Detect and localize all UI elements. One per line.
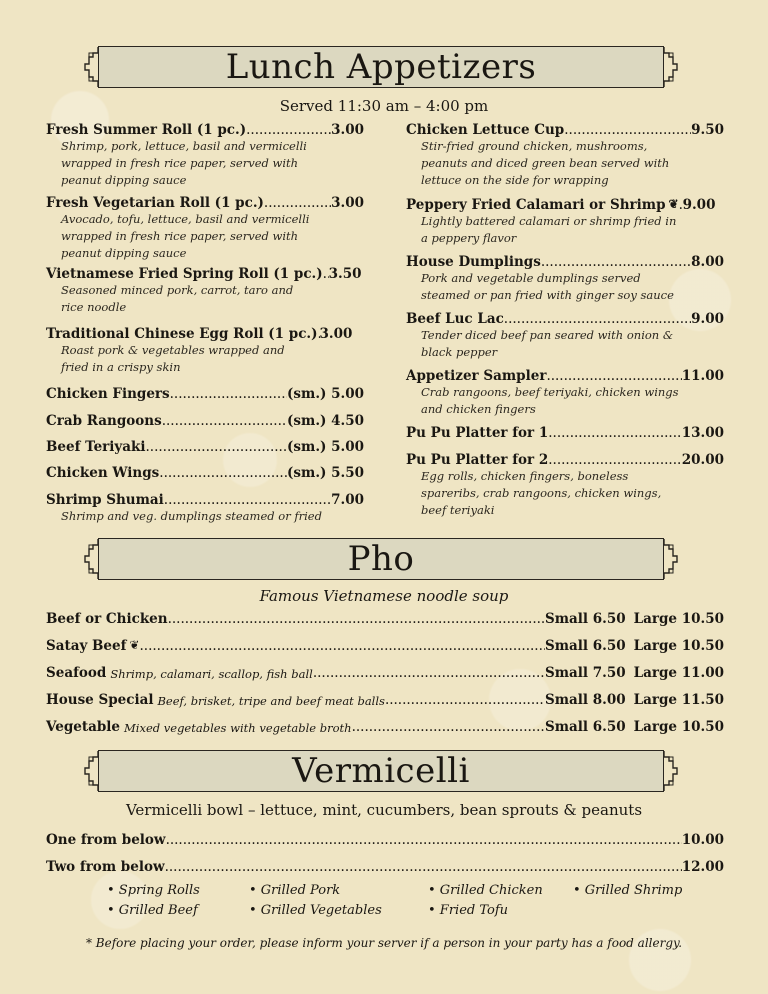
menu-item: House Dumplings ..... 8.00 Pork and vegetable dumplings served steamed or pan fried with ginger soy sauce <box>406 254 724 304</box>
served-hours: Served 11:30 am – 4:00 pm <box>279 97 489 115</box>
pho-item: House Special Beef, brisket, tripe and beef meat balls ..... Small 8.00 Large 11.50 <box>46 692 724 710</box>
vermicelli-subtitle: Vermicelli bowl – lettuce, mint, cucumbers, bean sprouts & peanuts <box>125 801 643 819</box>
banner-ornament-left-icon <box>84 751 98 791</box>
lunch-appetizers-banner <box>98 46 664 88</box>
menu-item: Appetizer Sampler ..... 11.00 Crab rangoons, beef teriyaki, chicken wings and chicken fingers <box>406 368 724 418</box>
section-title: Vermicelli <box>292 751 470 791</box>
menu-item: Traditional Chinese Egg Roll (1 pc.) ..... 3.00 Roast pork & vegetables wrapped and fried in a crispy skin <box>46 326 364 376</box>
menu-item: Fresh Vegetarian Roll (1 pc.) ..... 3.00 Avocado, tofu, lettuce, basil and vermicelli wrapped in fresh rice paper, served with peanut dipping sauce <box>46 195 364 262</box>
menu-item: Chicken Wings ..... (sm.) 5.50 <box>46 465 364 481</box>
banner-ornament-left-icon <box>84 539 98 579</box>
section-title: Lunch Appetizers <box>225 47 537 87</box>
menu-item: Peppery Fried Calamari or Shrimp ❦ ..... 9.00 Lightly battered calamari or shrimp fried in a peppery flavor <box>406 197 724 247</box>
menu-item: Pu Pu Platter for 2 ..... 20.00 Egg rolls, chicken fingers, boneless spareribs, crab rangoons, chicken wings, beef teriyaki <box>406 452 724 519</box>
spicy-pepper-icon: ❦ <box>129 638 140 652</box>
vermicelli-option: • Spring Rolls <box>107 883 200 898</box>
vermicelli-option: • Grilled Chicken <box>428 883 543 898</box>
pho-item: Vegetable Mixed vegetables with vegetable broth ..... Small 6.50 Large 10.50 <box>46 719 724 737</box>
allergy-footnote: * Before placing your order, please inform your server if a person in your party has a food allergy. <box>85 936 683 950</box>
vermicelli-item: Two from below ..... 12.00 <box>46 859 724 875</box>
menu-item: Beef Teriyaki ..... (sm.) 5.00 <box>46 439 364 455</box>
spicy-pepper-icon: ❦ <box>668 197 679 211</box>
vermicelli-option: • Grilled Vegetables <box>249 903 382 918</box>
menu-item: Crab Rangoons ..... (sm.) 4.50 <box>46 413 364 429</box>
vermicelli-option: • Fried Tofu <box>428 903 509 918</box>
vermicelli-option: • Grilled Pork <box>249 883 341 898</box>
pho-banner <box>98 538 664 580</box>
banner-ornament-left-icon <box>84 47 98 87</box>
vermicelli-option: • Grilled Beef <box>107 903 198 918</box>
banner-ornament-right-icon <box>664 751 678 791</box>
vermicelli-option: • Grilled Shrimp <box>573 883 683 898</box>
menu-item: Pu Pu Platter for 1 ..... 13.00 <box>406 425 724 441</box>
banner-ornament-right-icon <box>664 539 678 579</box>
vermicelli-banner <box>98 750 664 792</box>
pho-subtitle: Famous Vietnamese noodle soup <box>259 587 509 605</box>
menu-item: Fresh Summer Roll (1 pc.) ..... 3.00 Shrimp, pork, lettuce, basil and vermicelli wrapped in fresh rice paper, served with peanut dipping sauce <box>46 122 364 189</box>
vermicelli-item: One from below ..... 10.00 <box>46 832 724 848</box>
menu-item: Chicken Fingers ..... (sm.) 5.00 <box>46 386 364 402</box>
pho-item: Beef or Chicken ..... Small 6.50 Large 10.50 <box>46 611 724 627</box>
menu-item: Shrimp Shumai ..... 7.00 Shrimp and veg. dumplings steamed or fried <box>46 492 364 525</box>
menu-item: Chicken Lettuce Cup ..... 9.50 Stir-fried ground chicken, mushrooms, peanuts and diced green bean served with lettuce on the side for wrapping <box>406 122 724 189</box>
banner-ornament-right-icon <box>664 47 678 87</box>
menu-item: Beef Luc Lac ..... 9.00 Tender diced beef pan seared with onion & black pepper <box>406 311 724 361</box>
section-title: Pho <box>347 539 415 579</box>
pho-item: Seafood Shrimp, calamari, scallop, fish ball ..... Small 7.50 Large 11.00 <box>46 665 724 683</box>
menu-item: Vietnamese Fried Spring Roll (1 pc.) ..... 3.50 Seasoned minced pork, carrot, taro and rice noodle <box>46 266 364 316</box>
pho-item: Satay Beef ❦ ..... Small 6.50 Large 10.50 <box>46 638 724 654</box>
